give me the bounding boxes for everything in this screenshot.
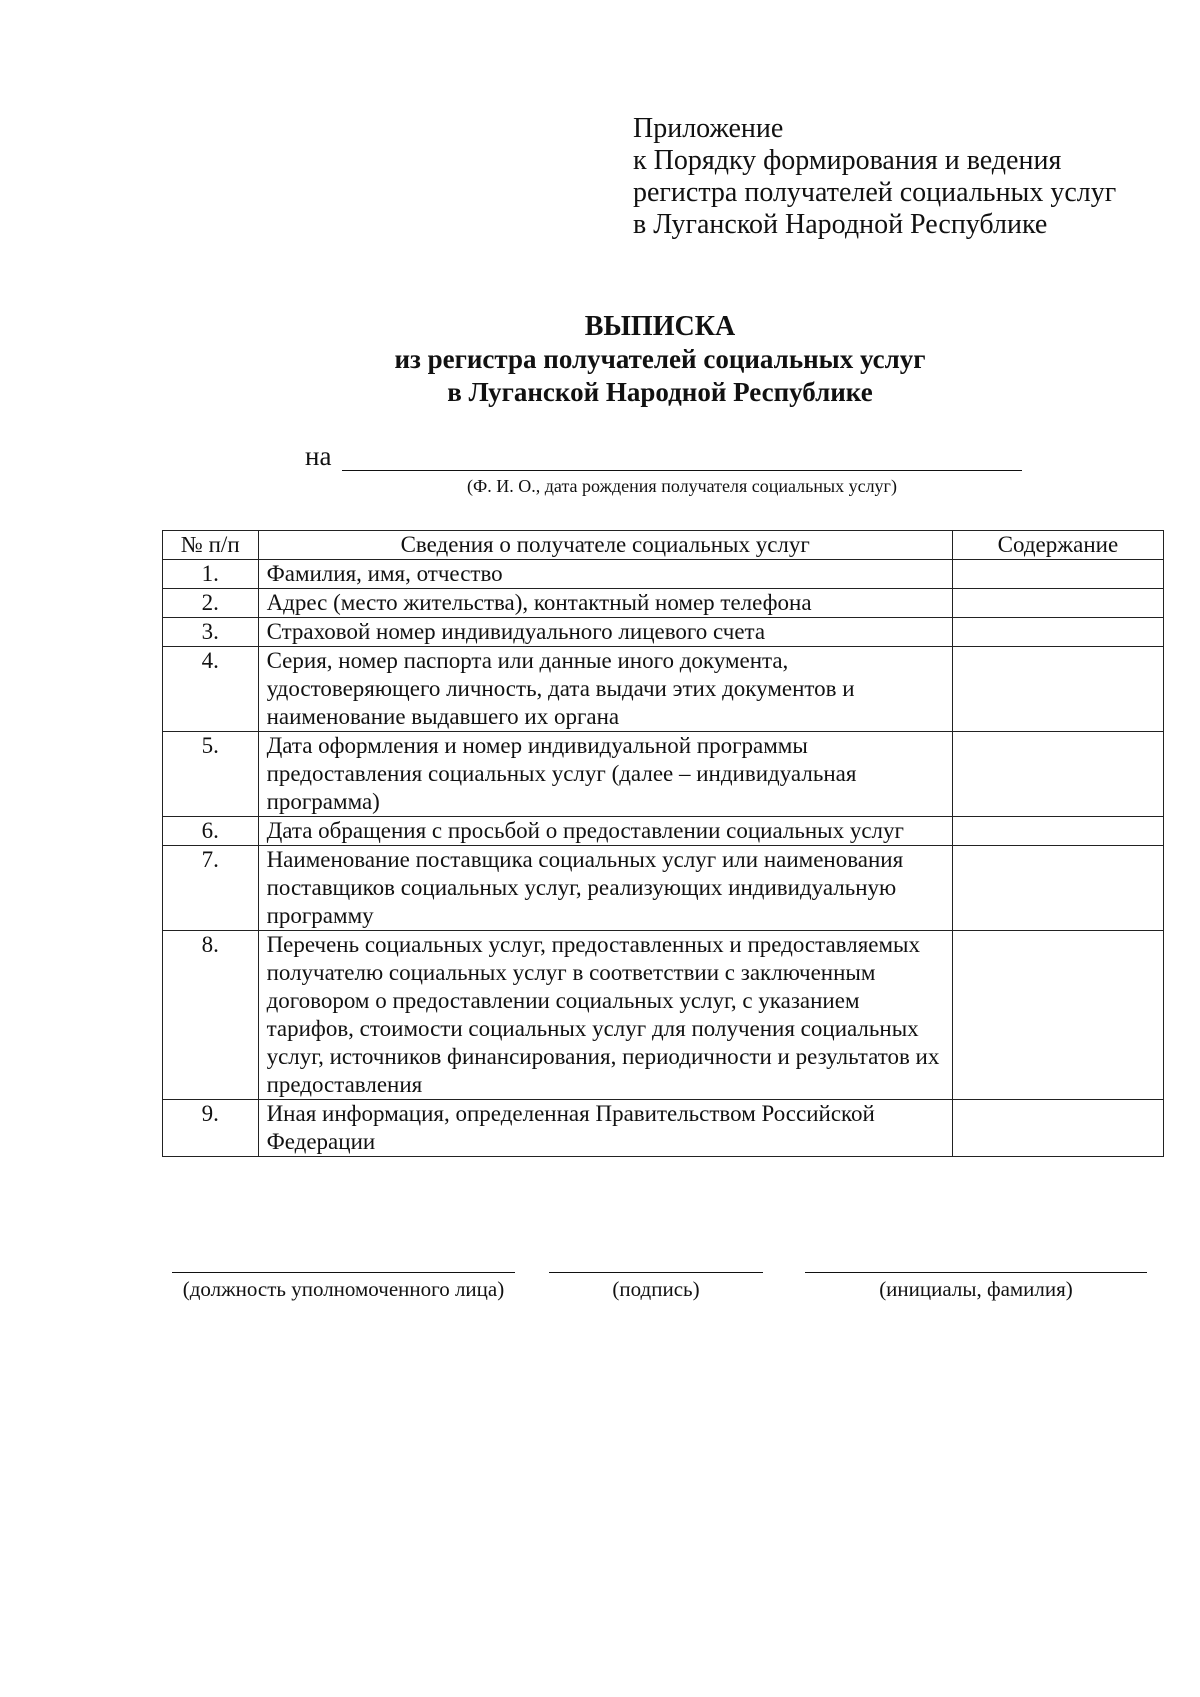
name-sign-line bbox=[805, 1272, 1147, 1273]
row-num: 1. bbox=[163, 560, 259, 589]
row-info: Дата обращения с просьбой о предоставлении социальных услуг bbox=[258, 817, 952, 846]
row-info: Дата оформления и номер индивидуальной программы предоставления социальных услуг (далее – индивидуальная программа) bbox=[258, 732, 952, 817]
recipient-fill-line bbox=[342, 470, 1022, 471]
table-row bbox=[163, 589, 1164, 618]
row-num: 3. bbox=[163, 618, 259, 647]
row-num: 6. bbox=[163, 817, 259, 846]
table-row bbox=[163, 732, 1164, 817]
table-header-row bbox=[163, 531, 1164, 560]
header-info: Сведения о получателе социальных услуг bbox=[258, 531, 952, 560]
table-row bbox=[163, 560, 1164, 589]
row-content bbox=[952, 732, 1163, 817]
row-num: 8. bbox=[163, 931, 259, 1100]
appendix-label: Приложение bbox=[633, 113, 784, 144]
document-title bbox=[0, 310, 1200, 409]
name-caption: (инициалы, фамилия) bbox=[879, 1277, 1073, 1301]
header-num: № п/п bbox=[163, 531, 259, 560]
appendix-line: в Луганской Народной Республике bbox=[633, 209, 1048, 240]
row-num: 5. bbox=[163, 732, 259, 817]
row-content bbox=[952, 647, 1163, 732]
register-table bbox=[162, 530, 1164, 1157]
table-row bbox=[163, 618, 1164, 647]
row-content bbox=[952, 589, 1163, 618]
row-info: Страховой номер индивидуального лицевого счета bbox=[258, 618, 952, 647]
row-content bbox=[952, 846, 1163, 931]
row-info: Адрес (место жительства), контактный номер телефона bbox=[258, 589, 952, 618]
row-num: 2. bbox=[163, 589, 259, 618]
row-content bbox=[952, 1100, 1163, 1157]
table-row bbox=[163, 846, 1164, 931]
row-info: Иная информация, определенная Правительством Российской Федерации bbox=[258, 1100, 952, 1157]
row-info: Наименование поставщика социальных услуг или наименования поставщиков социальных услуг, реализующих индивидуальную программу bbox=[258, 846, 952, 931]
row-content bbox=[952, 560, 1163, 589]
row-num: 9. bbox=[163, 1100, 259, 1157]
table-row bbox=[163, 1100, 1164, 1157]
row-content bbox=[952, 931, 1163, 1100]
position-sign-line bbox=[172, 1272, 515, 1273]
title-subtitle: из регистра получателей социальных услуг bbox=[394, 344, 926, 374]
header-content: Содержание bbox=[952, 531, 1163, 560]
recipient-caption: (Ф. И. О., дата рождения получателя социальных услуг) bbox=[467, 476, 897, 496]
table-row bbox=[163, 647, 1164, 732]
signature-sign-line bbox=[549, 1272, 763, 1273]
recipient-prefix: на bbox=[305, 441, 332, 471]
signature-caption: (подпись) bbox=[612, 1277, 700, 1301]
appendix-line: к Порядку формирования и ведения bbox=[633, 145, 1062, 176]
table-row bbox=[163, 931, 1164, 1100]
table-row bbox=[163, 817, 1164, 846]
row-info: Перечень социальных услуг, предоставленных и предоставляемых получателю социальных услуг в соответствии с заключенным договором о предоставлении социальных услуг, с указанием тарифов, стоимости социальных услуг для получения социальных услуг, источников финансирования, периодичности и результатов их предоставления bbox=[258, 931, 952, 1100]
row-num: 7. bbox=[163, 846, 259, 931]
title-subtitle: в Луганской Народной Республике bbox=[447, 377, 873, 407]
row-info: Серия, номер паспорта или данные иного документа, удостоверяющего личность, дата выдачи этих документов и наименование выдавшего их органа bbox=[258, 647, 952, 732]
position-caption: (должность уполномоченного лица) bbox=[182, 1277, 505, 1301]
row-content bbox=[952, 618, 1163, 647]
row-num: 4. bbox=[163, 647, 259, 732]
title-main: ВЫПИСКА bbox=[584, 311, 736, 342]
row-content bbox=[952, 817, 1163, 846]
appendix-header bbox=[633, 113, 1116, 241]
row-info: Фамилия, имя, отчество bbox=[258, 560, 952, 589]
appendix-line: регистра получателей социальных услуг bbox=[633, 177, 1117, 208]
